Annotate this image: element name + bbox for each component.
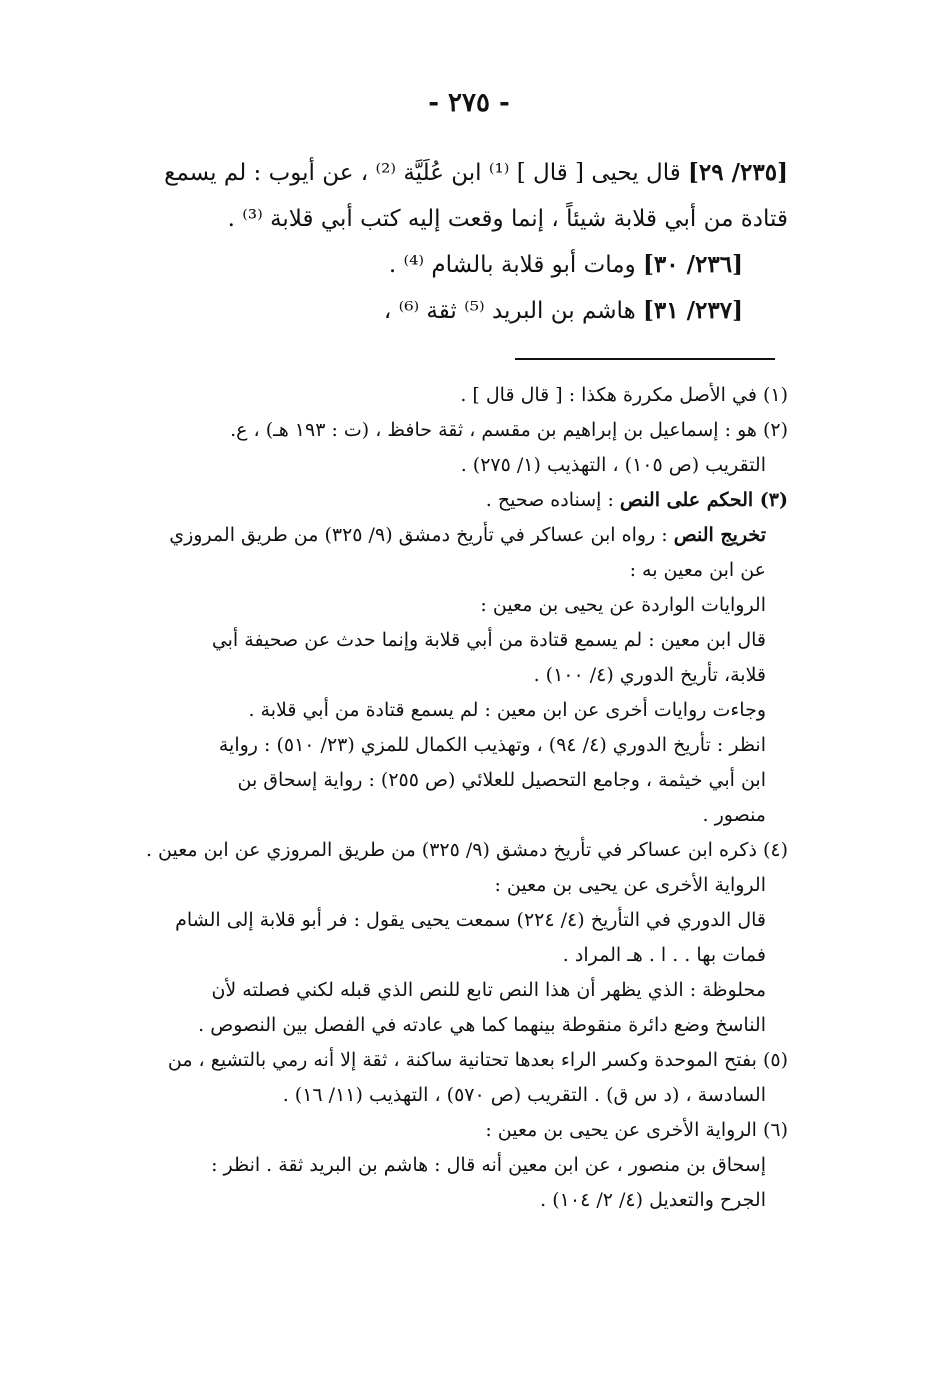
footnote-3-takhrij <box>108 518 788 553</box>
footnote-2-continued: التقريب (ص ١٠٥) ، التهذيب (١/ ٢٧٥) . <box>460 454 766 476</box>
footnote-6-line: إسحاق بن منصور ، عن ابن معين أنه قال : هاشم بن البريد ثقة . انظر : <box>211 1154 766 1176</box>
footnote-3-text: : إسناده صحيح . <box>485 489 620 511</box>
footnote-5-continued: السادسة ، (د س ق) . التقريب (ص ٥٧٠) ، التهذيب (١١/ ١٦) . <box>282 1084 766 1106</box>
footnote-2: (٢) هو : إسماعيل بن إبراهيم بن مقسم ، ثقة حافظ ، (ت : ١٩٣ هـ) ، ع. <box>230 419 788 441</box>
entry-text: هاشم بن البريد ⁽⁵⁾ ثقة ⁽⁶⁾ ، <box>383 298 636 324</box>
entry-235-continued <box>108 196 788 242</box>
entry-ref: [٢٣٥/ ٢٩] <box>688 159 788 186</box>
entry-ref: [٢٣٧/ ٣١] <box>643 297 743 324</box>
entry-236 <box>108 242 788 288</box>
footnotes <box>108 378 788 1218</box>
entry-text: قال يحيى [ قال ] ⁽¹⁾ ابن عُلَيَّة ⁽²⁾ ، عن أيوب : لم يسمع <box>164 160 681 186</box>
footnote-3 <box>108 483 788 518</box>
footnote-5: (٥) بفتح الموحدة وكسر الراء بعدها تحتانية ساكنة ، ثقة إلا أنه رمي بالتشيع ، من <box>167 1049 788 1071</box>
footnote-6-line: الجرح والتعديل (٤/ ٢/ ١٠٤) . <box>540 1189 766 1211</box>
footnote-3-line: وجاءت روايات أخرى عن ابن معين : لم يسمع قتادة من أبي قلابة . <box>248 699 766 721</box>
footnote-3-line: انظر : تأريخ الدوري (٤/ ٩٤) ، وتهذيب الكمال للمزي (٢٣/ ٥١٠) : رواية <box>218 734 766 756</box>
footnote-4-line: محلوظة : الذي يظهر أن هذا النص تابع للنص الذي قبله لكني فصلته لأن <box>211 979 766 1001</box>
footnote-4-line: فمات بها . . ا . هـ المراد . <box>562 944 766 966</box>
footnote-3-line: قال ابن معين : لم يسمع قتادة من أبي قلابة وإنما حدث عن صحيفة أبي <box>211 629 766 651</box>
footnote-1: (١) في الأصل مكررة هكذا : [ قال قال ] . <box>460 384 788 406</box>
takhrij-label: تخريج النص <box>673 524 766 546</box>
entry-237 <box>108 288 788 334</box>
footnote-3-line: الروايات الواردة عن يحيى بن معين : <box>480 594 766 616</box>
entry-ref: [٢٣٦/ ٣٠] <box>643 251 743 278</box>
footnote-4-line: الرواية الأخرى عن يحيى بن معين : <box>494 874 766 896</box>
entry-text: قتادة من أبي قلابة شيئاً ، إنما وقعت إليه كتب أبي قلابة ⁽³⁾ . <box>227 206 788 232</box>
footnote-3-line: ابن أبي خيثمة ، وجامع التحصيل للعلائي (ص ٢٥٥) : رواية إسحاق بن <box>237 769 766 791</box>
entry-235 <box>108 150 788 196</box>
footnote-4-line: قال الدوري في التأريخ (٤/ ٢٢٤) سمعت يحيى يقول : فر أبو قلابة إلى الشام <box>175 909 766 931</box>
page-number: - ٢٧٥ - <box>428 88 510 118</box>
footnote-4-line: الناسخ وضع دائرة منقوطة بينهما كما هي عادته في الفصل بين النصوص . <box>198 1014 766 1036</box>
footnote-6: (٦) الرواية الأخرى عن يحيى بن معين : <box>485 1119 788 1141</box>
main-text <box>108 150 788 334</box>
footnote-3-line: قلابة، تأريخ الدوري (٤/ ١٠٠) . <box>533 664 766 686</box>
footnote-4: (٤) ذكره ابن عساكر في تأريخ دمشق (٩/ ٣٢٥) من طريق المروزي عن ابن معين . <box>145 839 788 861</box>
footnote-3-line: منصور . <box>702 804 766 826</box>
footnote-3-label: (٣) الحكم على النص <box>619 489 788 511</box>
footnote-separator <box>515 358 775 360</box>
footnote-3-line: عن ابن معين به : <box>629 559 766 581</box>
entry-text: ومات أبو قلابة بالشام ⁽⁴⁾ . <box>388 252 636 278</box>
takhrij-text: : رواه ابن عساكر في تأريخ دمشق (٩/ ٣٢٥) من طريق المروزي <box>169 524 674 546</box>
